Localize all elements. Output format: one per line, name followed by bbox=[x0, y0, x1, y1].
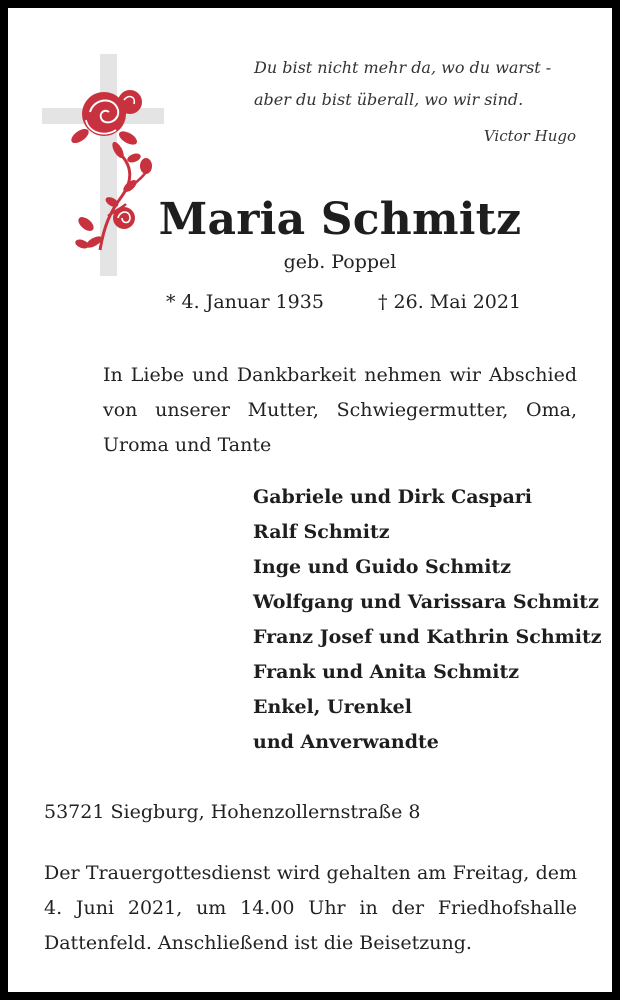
obituary-card bbox=[8, 8, 612, 992]
birth-name: geb. Poppel bbox=[283, 251, 397, 273]
funeral-service-text: Der Trauergottesdienst wird gehalten am Freitag, dem 4. Juni 2021, um 14.00 Uhr in der Friedhofshalle Dattenfeld. Anschließend ist die Beisetzung. bbox=[44, 862, 577, 954]
epitaph-quote bbox=[254, 52, 576, 152]
death-date: † 26. Mai 2021 bbox=[378, 291, 522, 313]
birth-date: * 4. Januar 1935 bbox=[166, 291, 324, 313]
farewell-text: In Liebe und Dankbarkeit nehmen wir Abschied von unserer Mutter, Schwiegermutter, Oma, Uroma und Tante bbox=[103, 364, 577, 456]
quote-line-2: aber du bist überall, wo wir sind. bbox=[254, 90, 524, 109]
mourner-list bbox=[253, 480, 602, 760]
mourner-item: Wolfgang und Varissara Schmitz bbox=[253, 591, 599, 613]
mourner-item: Enkel, Urenkel bbox=[253, 696, 412, 718]
quote-line-1: Du bist nicht mehr da, wo du warst - bbox=[254, 58, 552, 77]
mourner-item: Frank und Anita Schmitz bbox=[253, 661, 520, 683]
quote-author: Victor Hugo bbox=[483, 127, 576, 145]
mourner-item: Gabriele und Dirk Caspari bbox=[253, 486, 533, 508]
mourner-item: und Anverwandte bbox=[253, 731, 439, 753]
mourner-item: Inge und Guido Schmitz bbox=[253, 556, 512, 578]
mourner-item: Franz Josef und Kathrin Schmitz bbox=[253, 626, 602, 648]
family-address: 53721 Siegburg, Hohenzollernstraße 8 bbox=[44, 801, 421, 823]
mourner-item: Ralf Schmitz bbox=[253, 521, 390, 543]
deceased-name: Maria Schmitz bbox=[158, 194, 522, 245]
